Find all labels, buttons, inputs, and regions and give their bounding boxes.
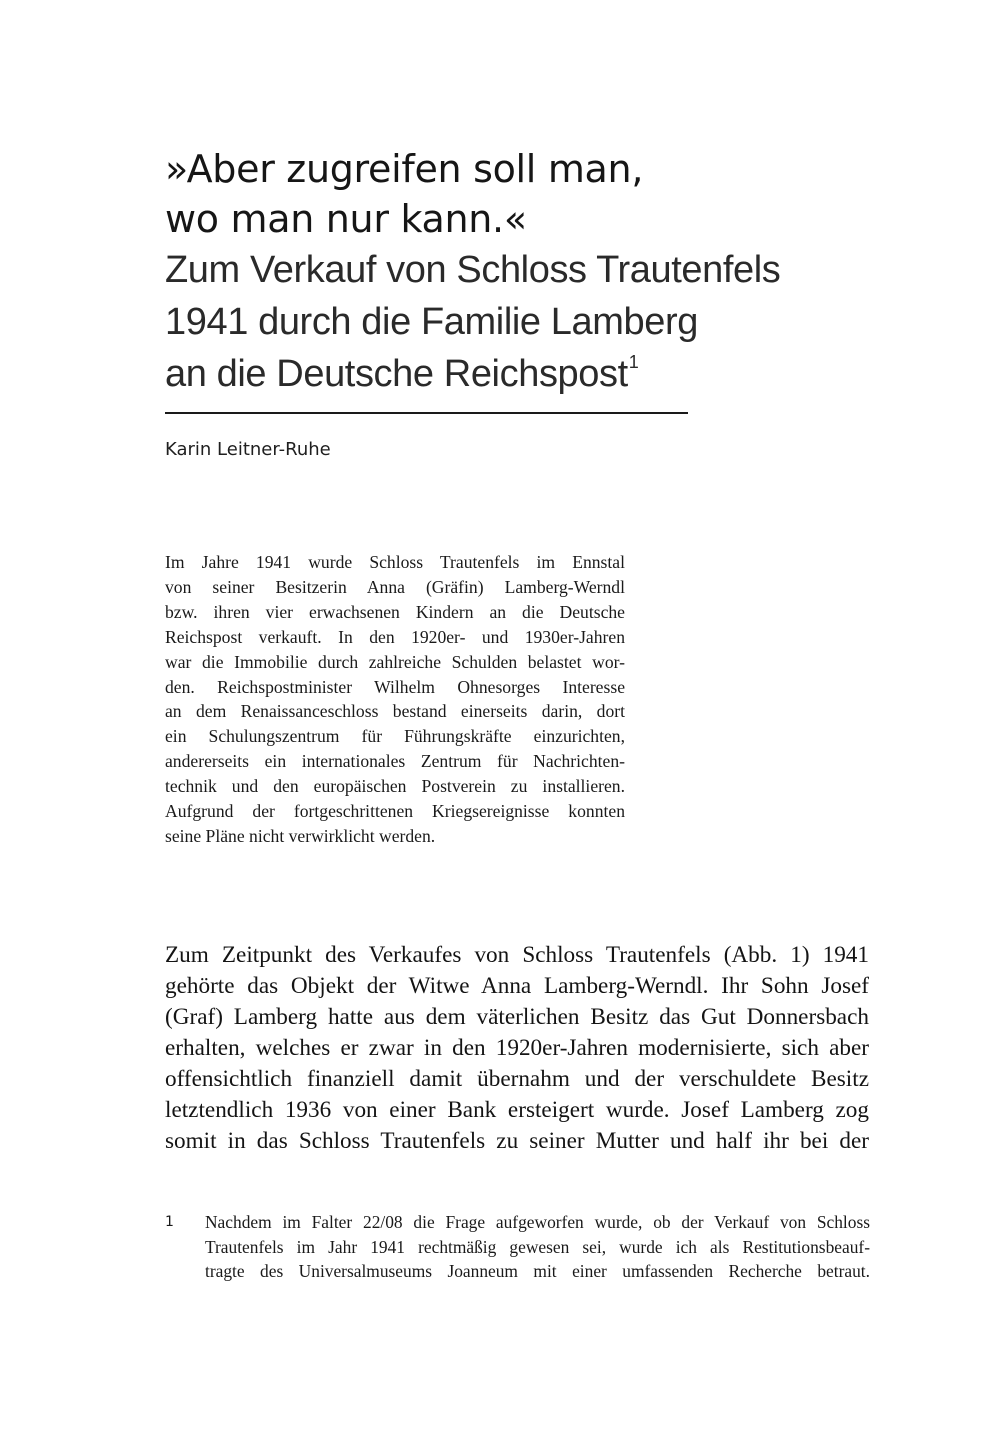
abstract-line: von seiner Besitzerin Anna (Gräfin) Lamberg-Werndl <box>165 576 625 597</box>
article-title <box>165 144 925 244</box>
abstract-line: Im Jahre 1941 wurde Schloss Trautenfels im Ennstal <box>165 552 625 572</box>
footnote-text <box>205 1210 870 1284</box>
abstract-line: technik und den europäischen Postverein zu installieren. <box>165 776 625 797</box>
abstract <box>165 550 625 849</box>
body-line: offensichtlich finanziell damit übernahm und der verschuldete Besitz <box>165 1066 869 1092</box>
article-title-block <box>165 144 925 400</box>
body-line: erhalten, welches er zwar in den 1920er-Jahren modernisierte, sich aber <box>165 1035 869 1061</box>
abstract-line: Reichspost verkauft. In den 1920er- und 1930er-Jahren <box>165 626 625 647</box>
subtitle-line: Zum Verkauf von Schloss Trautenfels <box>165 249 781 291</box>
body-line: (Graf) Lamberg hatte aus dem väterlichen Besitz das Gut Donnersbach <box>165 1004 869 1030</box>
abstract-line: andererseits ein internationales Zentrum für Nachrichten- <box>165 751 625 772</box>
abstract-line: Aufgrund der fortgeschrittenen Kriegsereignisse konnten <box>165 801 625 822</box>
body-line: letztendlich 1936 von einer Bank ersteigert wurde. Josef Lamberg zog <box>165 1097 869 1123</box>
abstract-line: bzw. ihren vier erwachsenen Kindern an die Deutsche <box>165 601 625 622</box>
footnote-line: tragte des Universalmuseums Joanneum mit einer umfassenden Recherche betraut. <box>205 1261 870 1281</box>
title-divider <box>165 412 688 414</box>
title-line: wo man nur kann.« <box>165 197 527 241</box>
body-paragraph <box>165 940 869 1157</box>
abstract-line: ein Schulungszentrum für Führungskräfte einzurichten, <box>165 726 625 747</box>
body-line: gehörte das Objekt der Witwe Anna Lamberg-Werndl. Ihr Sohn Josef <box>165 973 869 999</box>
body-line: somit in das Schloss Trautenfels zu seiner Mutter und half ihr bei der <box>165 1128 869 1154</box>
body-line: Zum Zeitpunkt des Verkaufes von Schloss Trautenfels (Abb. 1) 1941 <box>165 942 869 968</box>
footnote-line: Trautenfels im Jahr 1941 rechtmäßig gewesen sei, wurde ich als Restitutionsbeauf- <box>205 1236 870 1257</box>
title-line: »Aber zugreifen soll man, <box>165 147 644 191</box>
subtitle-line-text: an die Deutsche Reichspost <box>165 353 628 395</box>
footnote-marker: 1 <box>628 352 639 372</box>
article-subtitle <box>165 244 925 400</box>
abstract-line: seine Pläne nicht verwirklicht werden. <box>165 825 436 846</box>
footnote-number: 1 <box>165 1214 174 1230</box>
footnote-line: Nachdem im Falter 22/08 die Frage aufgeworfen wurde, ob der Verkauf von Schloss <box>205 1212 870 1232</box>
abstract-line: an dem Renaissanceschloss bestand einerseits darin, dort <box>165 701 625 722</box>
subtitle-line: 1941 durch die Familie Lamberg <box>165 301 698 343</box>
author-name: Karin Leitner-Ruhe <box>165 439 331 460</box>
abstract-line: den. Reichspostminister Wilhelm Ohnesorges Interesse <box>165 676 625 697</box>
subtitle-line-last <box>165 348 925 400</box>
abstract-line: war die Immobilie durch zahlreiche Schulden belastet wor- <box>165 651 625 672</box>
